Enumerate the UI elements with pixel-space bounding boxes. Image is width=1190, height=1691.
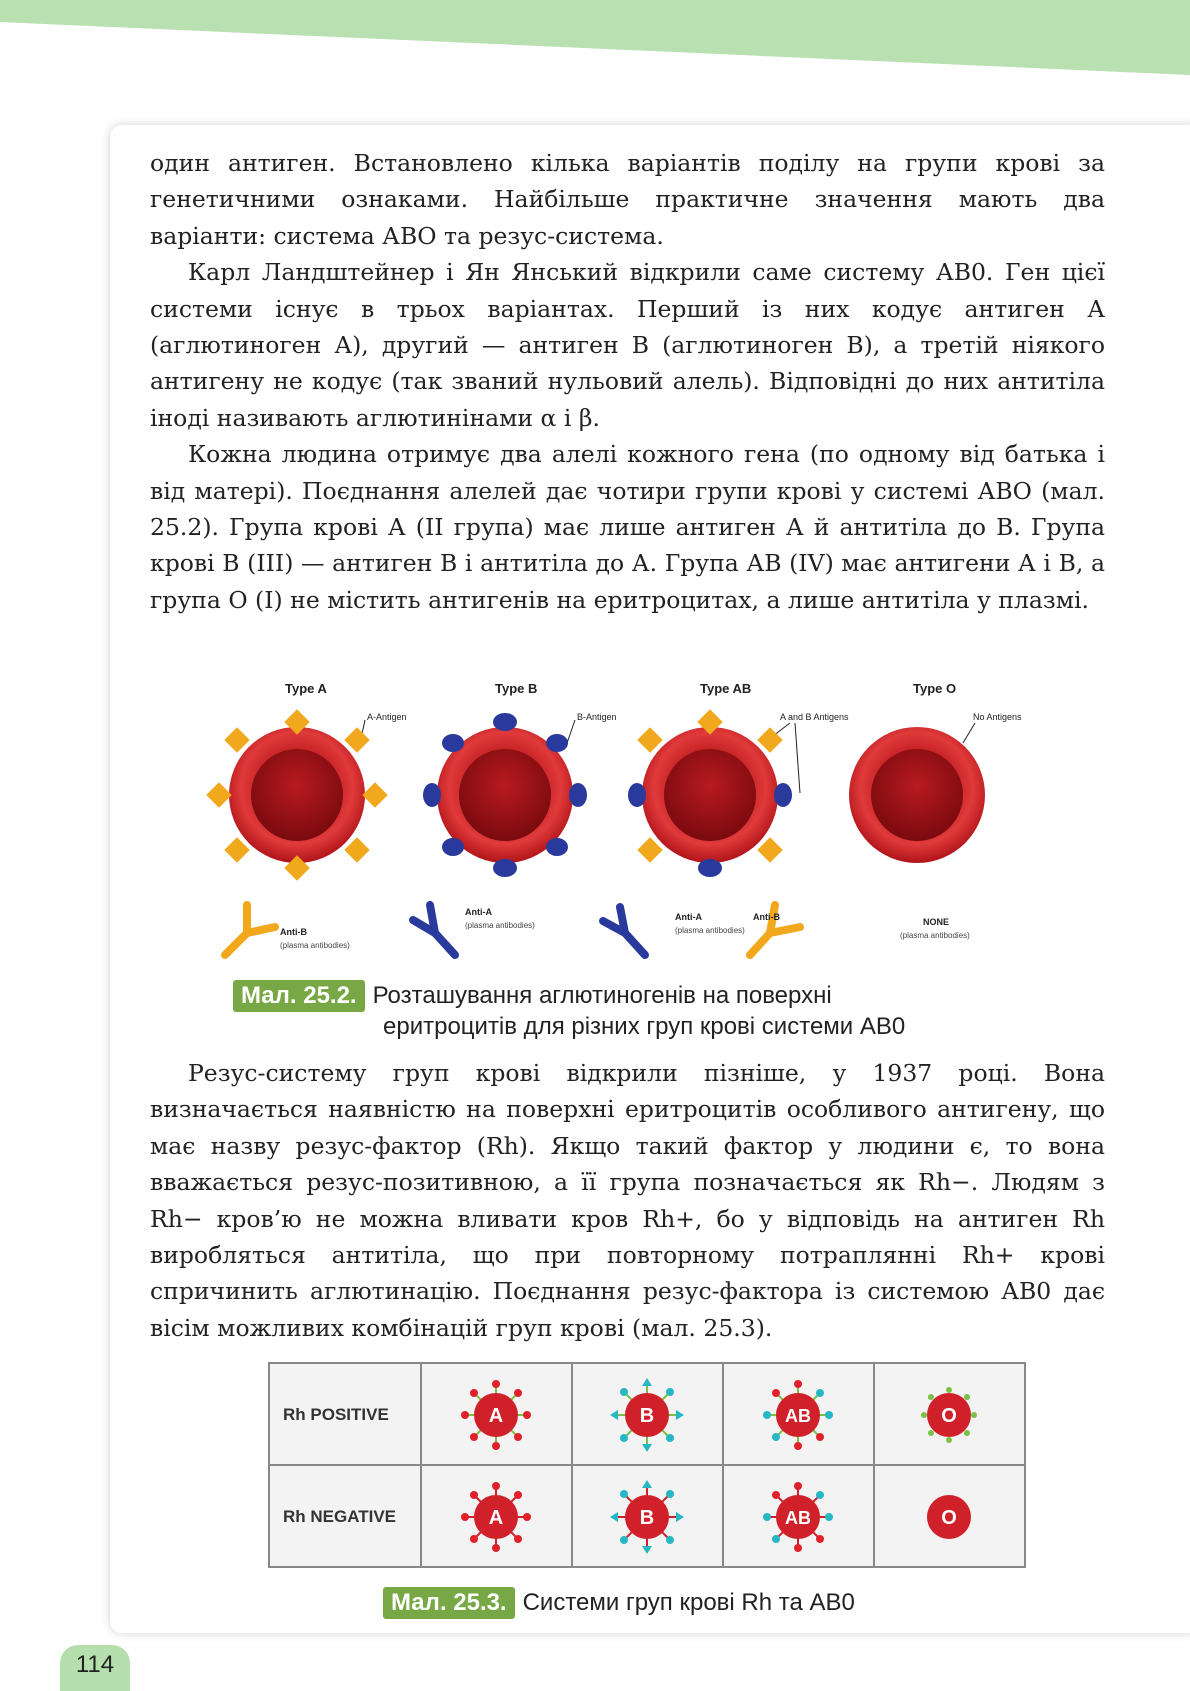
- type-o-label: Type O: [913, 681, 957, 696]
- rh-positive-o-text: O: [941, 1405, 957, 1427]
- anti-a-sub-2: (plasma antibodies): [675, 926, 745, 935]
- rh-negative-a-cell: [461, 1482, 531, 1552]
- paragraph-1-block: [150, 145, 1105, 618]
- rh-negative-b-text: B: [639, 1507, 655, 1529]
- figure-25-2-caption-line1: Розташування аглютиногенів на поверхні: [372, 982, 832, 1009]
- type-ab-cell: [628, 709, 792, 877]
- o-antigen-label: No Antigens: [973, 712, 1022, 722]
- rh-negative-label: Rh NEGATIVE: [283, 1507, 397, 1526]
- type-a-cell: [206, 709, 387, 880]
- type-a-label: Type A: [285, 681, 327, 696]
- anti-b-antibody-icon: [225, 905, 275, 955]
- rh-positive-a-text: A: [488, 1405, 504, 1427]
- paragraph-1: один антиген. Встановлено кілька варіантів поділу на групи крові за генетичними ознаками. Найбільше практичне значення мають два варіанти: система АВО та резус-система.: [150, 149, 1105, 250]
- anti-a-antibody-icon-1: [413, 905, 455, 955]
- figure-25-2-caption: [233, 980, 905, 1042]
- figure-25-3-caption: [383, 1587, 855, 1619]
- rh-positive-label: Rh POSITIVE: [283, 1405, 389, 1424]
- rh-negative-o-cell: [927, 1495, 971, 1539]
- figure-25-3-caption-text: Системи груп крові Rh та АВ0: [522, 1589, 855, 1616]
- paragraph-3: Кожна людина отримує два алелі кожного гена (по одному від батька і від матері). Поєднання алелей дає чотири групи крові у системі АВО (мал. 25.2). Група крові А (ІІ група) має лише антиген А й антитіла до В. Група крові В (ІІІ) — антиген В і антитіла до А. Група АВ (IV) має антигени А і В, а група О (І) не містить антигенів на еритроцитах, а лише антитіла у плазмі.: [150, 440, 1105, 614]
- anti-a-label-2: Anti-A: [675, 912, 702, 922]
- figure-25-2-image: [205, 665, 1025, 975]
- rh-positive-o-cell: [921, 1387, 977, 1443]
- rh-positive-a-cell: [461, 1380, 531, 1450]
- figure-25-2-caption-label: Мал. 25.2.: [233, 980, 365, 1012]
- rh-negative-o-text: O: [941, 1507, 957, 1529]
- top-decorative-band: [0, 0, 1190, 80]
- paragraph-2: Карл Ландштейнер і Ян Янський відкрили саме систему АВ0. Ген цієї системи існує в трьох варіантах. Перший із них кодує антиген А (аглютиноген А), другий — антиген В (аглютиноген В), а третій ніякого антигену не кодує (так званий нульовий алель). Відповідні до них антитіла іноді називають аглютинінами α і β.: [150, 258, 1105, 432]
- type-o-cell: [849, 727, 985, 863]
- figure-25-2-caption-line2: еритроцитів для різних груп крові системи АВ0: [383, 1013, 906, 1040]
- anti-b-sub-1: (plasma antibodies): [280, 941, 350, 950]
- figure-25-3-table: [268, 1362, 1026, 1568]
- anti-a-antibody-icon-2: [603, 907, 645, 955]
- rh-positive-ab-cell: [763, 1380, 833, 1450]
- paragraph-4: Резус-систему груп крові відкрили пізніше, у 1937 році. Вона визначається наявністю на поверхні еритроцитів особливого антигену, що має назву резус-фактор (Rh). Якщо такий фактор у людини є, то вона вважається резус-позитивною, а її група позначається як Rh−. Людям з Rh− кров’ю не можна вливати кров Rh+, бо у відповідь на антиген Rh виробляться антитіла, що при повторному потраплянні Rh+ крові спричинить аглютинацію. Поєднання резус-фактора із системою АВ0 дає вісім можливих комбінацій груп крові (мал. 25.3).: [150, 1059, 1105, 1342]
- type-ab-label: Type AB: [700, 681, 752, 696]
- anti-a-label-1: Anti-A: [465, 907, 492, 917]
- anti-b-label-1: Anti-B: [280, 927, 307, 937]
- anti-b-label-2: Anti-B: [753, 912, 780, 922]
- rh-negative-ab-cell: [763, 1482, 833, 1552]
- none-antibody-label: NONE: [923, 917, 950, 927]
- ab-antigen-label: A and B Antigens: [780, 712, 849, 722]
- type-b-label: Type B: [495, 681, 538, 696]
- rh-positive-b-text: B: [639, 1405, 655, 1427]
- none-antibody-sub: (plasma antibodies): [900, 931, 970, 940]
- paragraph-4-block: [150, 1055, 1105, 1346]
- b-antigen-label: B-Antigen: [577, 712, 617, 722]
- figure-25-3-caption-label: Мал. 25.3.: [383, 1587, 515, 1619]
- anti-a-sub-1: (plasma antibodies): [465, 921, 535, 930]
- a-antigen-label: A-Antigen: [367, 712, 407, 722]
- page-number: 114: [60, 1645, 130, 1691]
- type-b-cell: [423, 713, 587, 877]
- rh-negative-ab-text: AB: [785, 1508, 811, 1528]
- rh-positive-ab-text: AB: [785, 1406, 811, 1426]
- rh-negative-a-text: A: [488, 1507, 504, 1529]
